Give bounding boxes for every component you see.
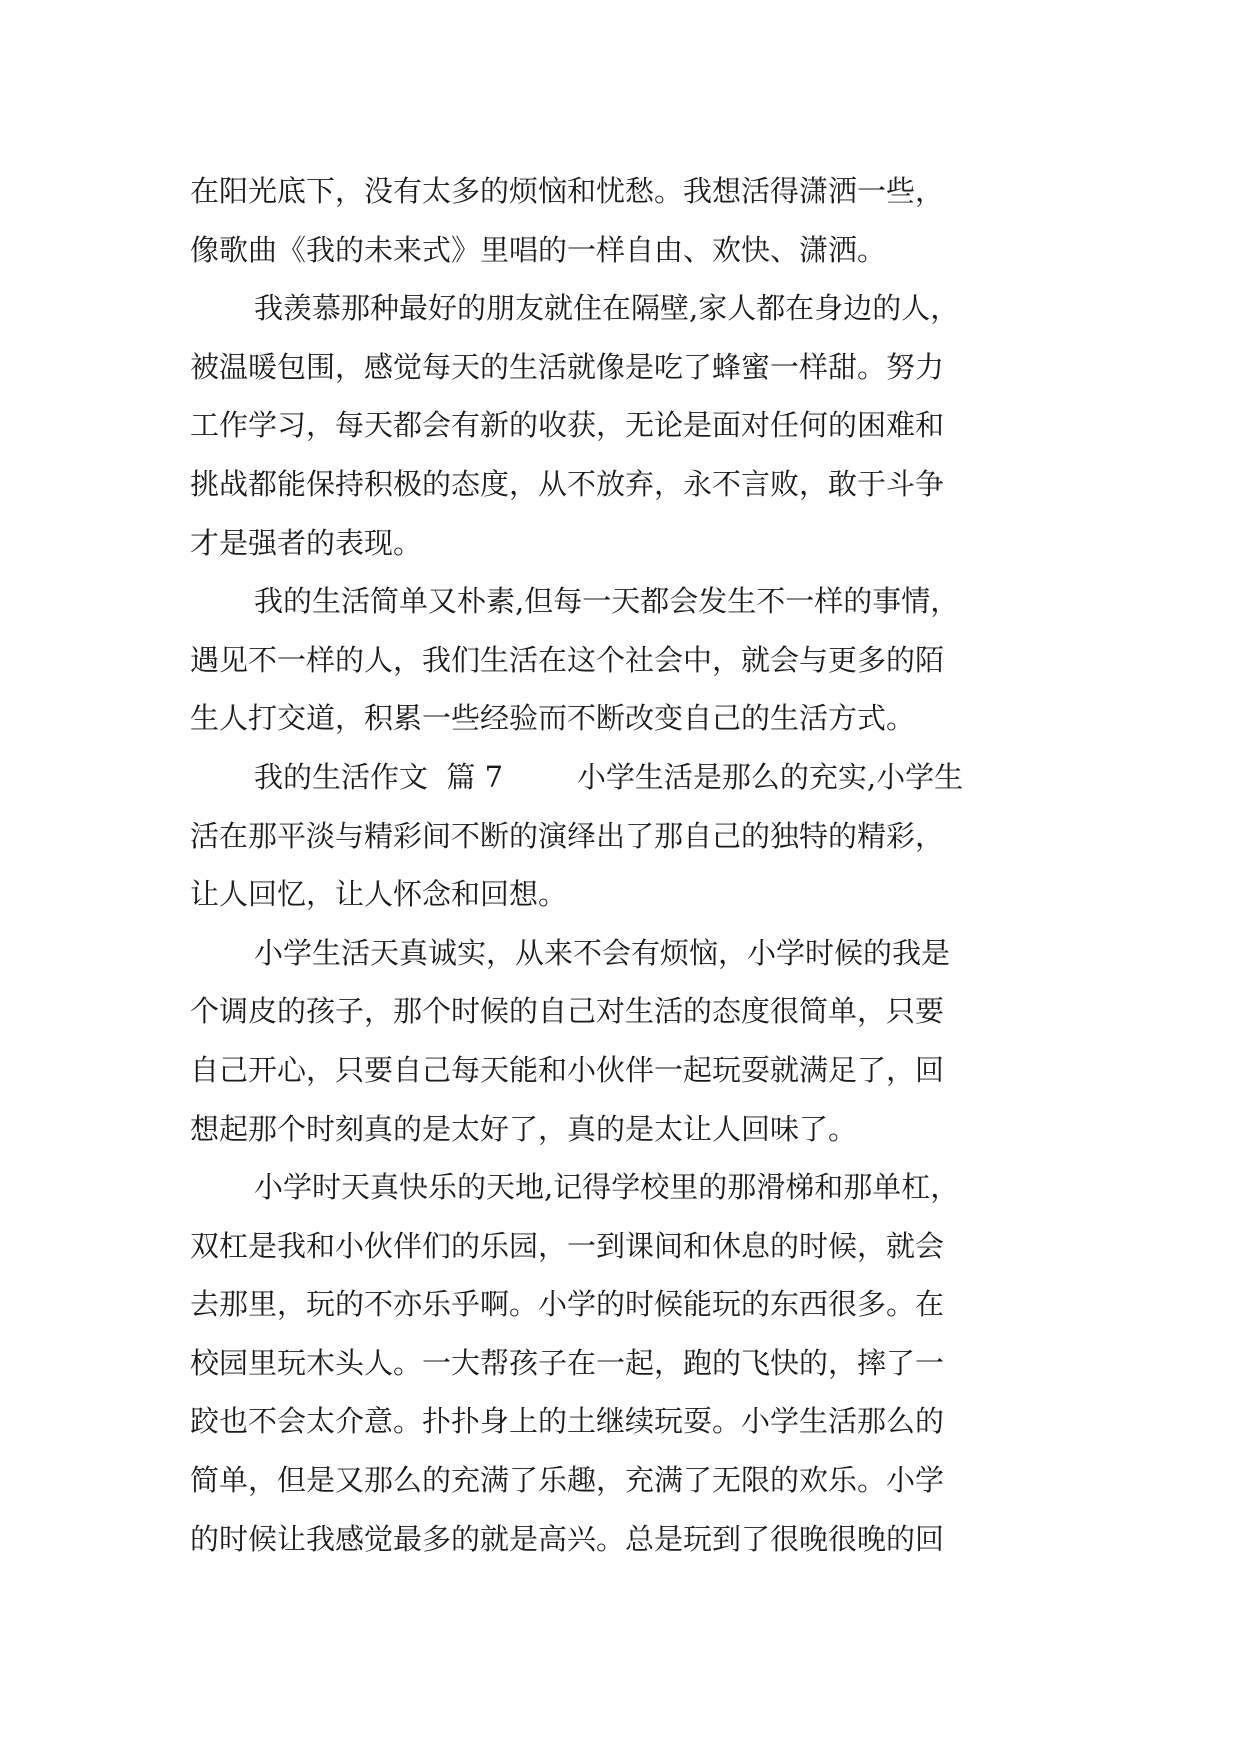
text-line: 让人回忆，让人怀念和回想。 (190, 877, 568, 912)
text-line: 活在那平淡与精彩间不断的演绎出了那自己的独特的精彩， (190, 818, 945, 853)
text-line: 挑战都能保持积极的态度，从不放弃，永不言败，敢于斗争 (190, 466, 945, 501)
text-line: 个调皮的孩子，那个时候的自己对生活的态度很简单，只要 (190, 994, 945, 1029)
text-line: 去那里，玩的不亦乐乎啊。小学的时候能玩的东西很多。在 (190, 1287, 945, 1322)
text-line: 的时候让我感觉最多的就是高兴。总是玩到了很晚很晚的回 (190, 1521, 945, 1556)
document-body (190, 162, 1070, 1568)
text-line: 才是强者的表现。 (190, 525, 423, 560)
text-line: 生人打交道，积累一些经验而不断改变自己的生活方式。 (190, 701, 916, 736)
text-line: 我的生活作文 篇 7 小学生活是那么的充实,小学生 (254, 759, 964, 794)
text-line: 小学生活天真诚实，从来不会有烦恼，小学时候的我是 (254, 935, 951, 970)
text-line: 像歌曲《我的未来式》里唱的一样自由、欢快、潇洒。 (190, 232, 887, 267)
text-line: 简单，但是又那么的充满了乐趣，充满了无限的欢乐。小学 (190, 1463, 945, 1498)
text-line: 工作学习，每天都会有新的收获，无论是面对任何的困难和 (190, 408, 945, 443)
text-line: 自己开心，只要自己每天能和小伙伴一起玩耍就满足了，回 (190, 1052, 945, 1087)
text-line: 我羡慕那种最好的朋友就住在隔壁,家人都在身边的人， (254, 291, 960, 326)
text-line: 被温暖包围，感觉每天的生活就像是吃了蜂蜜一样甜。努力 (190, 349, 945, 384)
text-line: 想起那个时刻真的是太好了，真的是太让人回味了。 (190, 1111, 858, 1146)
text-line: 在阳光底下，没有太多的烦恼和忧愁。我想活得潇洒一些， (190, 174, 945, 208)
text-line: 校园里玩木头人。一大帮孩子在一起，跑的飞快的，摔了一 (190, 1345, 945, 1380)
text-line: 双杠是我和小伙伴们的乐园，一到课间和休息的时候，就会 (190, 1228, 945, 1263)
text-line: 遇见不一样的人，我们生活在这个社会中，就会与更多的陌 (190, 642, 945, 677)
text-line: 跤也不会太介意。扑扑身上的土继续玩耍。小学生活那么的 (190, 1404, 945, 1439)
text-line: 小学时天真快乐的天地,记得学校里的那滑梯和那单杠， (254, 1170, 960, 1205)
text-line: 我的生活简单又朴素,但每一天都会发生不一样的事情， (254, 584, 960, 619)
